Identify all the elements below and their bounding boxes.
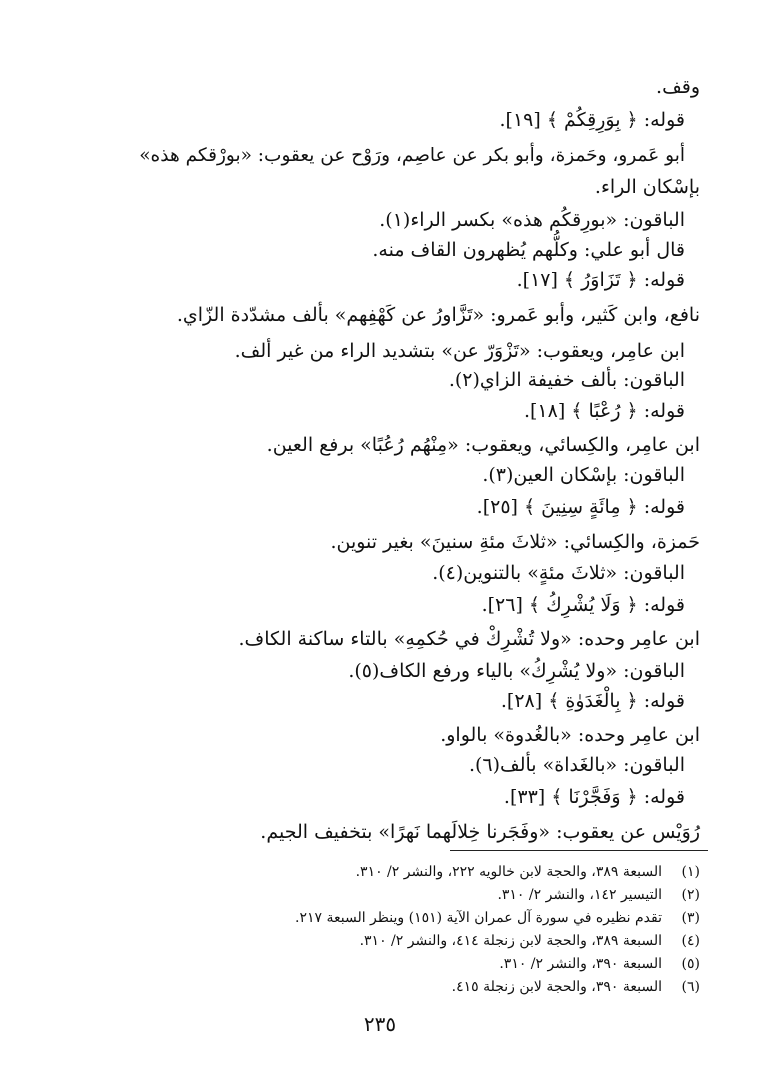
text-line-5: الباقون: «بورِقكُم هذه» بكسر الراء(١). [379, 209, 685, 231]
text-line-8: نافع، وابن كَثير، وأبو عَمرو: «تَزَّاورُ عن كَهْفِهم» بألف مشدّدة الزّاي. [176, 304, 700, 326]
text-line-18: ابن عامِر وحده: «ولا تُشْرِكْ في حُكمِهِ» بالتاء ساكنة الكاف. [238, 628, 700, 650]
footnote-number: (٤) [681, 933, 700, 949]
text-line-1: وقف. [656, 76, 700, 98]
footnote-text: السبعة ٣٨٩، والحجة لابن خالويه ٢٢٢، والنشر ٢/ ٣١٠. [355, 864, 662, 880]
text-line-22: الباقون: «بالغَداة» بألف(٦). [468, 754, 685, 776]
text-line-3: أبو عَمرو، وحَمزة، وأبو بكر عن عاصِم، ورَوْح عن يعقوب: «بورْقكم هذه» [139, 145, 685, 166]
text-line-4: بإسْكان الراء. [594, 176, 700, 198]
quran-heading-line: قوله: ﴿ رُعْبًا ﴾ [١٨]. [523, 400, 685, 422]
footnote [497, 885, 700, 905]
text-line-6: قال أبو علي: وكلُّهم يُظهرون القاف منه. [372, 239, 685, 261]
footnote [452, 977, 700, 997]
quran-heading-line: قوله: ﴿ وَلَا يُشْرِكُ ﴾ [٢٦]. [481, 594, 685, 616]
text-line-24: رُوَيْس عن يعقوب: «وفَجَرنا خِلالَهما نَهرًا» بتخفيف الجيم. [260, 821, 700, 843]
footnote-number: (١) [681, 864, 700, 880]
quran-heading-line: قوله: ﴿ تَزَاوَرُ ﴾ [١٧]. [516, 269, 685, 291]
page-number: ٢٣٥ [363, 1012, 397, 1036]
footnote [356, 862, 700, 882]
text-line-16: الباقون: «ثلاثَ مئةٍ» بالتنوين(٤). [432, 562, 685, 584]
footnote-text: السبعة ٣٩٠، والنشر ٢/ ٣١٠. [499, 956, 662, 972]
footnote-text: تقدم نظيره في سورة آل عمران الآية (١٥١) وينظر السبعة ٢١٧. [295, 910, 662, 926]
footnote-number: (٥) [681, 956, 700, 972]
footnote [499, 954, 700, 974]
footnote-text: السبعة ٣٨٩، والحجة لابن زنجلة ٤١٤، والنشر ٢/ ٣١٠. [359, 933, 662, 949]
text-line-15: حَمزة، والكِسائي: «ثلاثَ مئةِ سنينَ» بغير تنوين. [330, 531, 700, 553]
footnote [295, 908, 700, 928]
footnote [360, 931, 700, 951]
footnote-text: السبعة ٣٩٠، والحجة لابن زنجلة ٤١٥. [451, 979, 662, 995]
quran-heading-line: قوله: ﴿ وَفَجَّرْنَا ﴾ [٣٣]. [503, 786, 685, 808]
footnote-number: (٢) [681, 887, 700, 903]
footnote-number: (٦) [681, 979, 700, 995]
text-line-19: الباقون: «ولا يُشْرِكُ» بالياء ورفع الكاف(٥). [348, 660, 685, 682]
quran-heading-line: قوله: ﴿ مِائَةٍ سِنِينَ ﴾ [٢٥]. [476, 496, 685, 518]
quran-heading-line: قوله: ﴿ بِالْغَدَوٰةِ ﴾ [٢٨]. [500, 690, 685, 712]
footnote-text: التيسير ١٤٢، والنشر ٢/ ٣١٠. [497, 887, 662, 903]
text-line-13: الباقون: بإسْكان العين(٣). [482, 464, 685, 486]
footnote-separator [450, 850, 708, 851]
text-line-9: ابن عامِر، ويعقوب: «تَزْوَرّ عن» بتشديد الراء من غير ألف. [234, 340, 685, 362]
footnote-number: (٣) [681, 910, 700, 926]
text-line-21: ابن عامِر وحده: «بالغُدوة» بالواو. [440, 724, 700, 746]
text-line-12: ابن عامِر، والكِسائي، ويعقوب: «مِنْهُم رُعُبًا» برفع العين. [266, 434, 700, 456]
text-line-10: الباقون: بألف خفيفة الزاي(٢). [448, 369, 685, 391]
quran-heading-line: قوله: ﴿ بِوَرِقِكُمْ ﴾ [١٩]. [499, 109, 685, 131]
